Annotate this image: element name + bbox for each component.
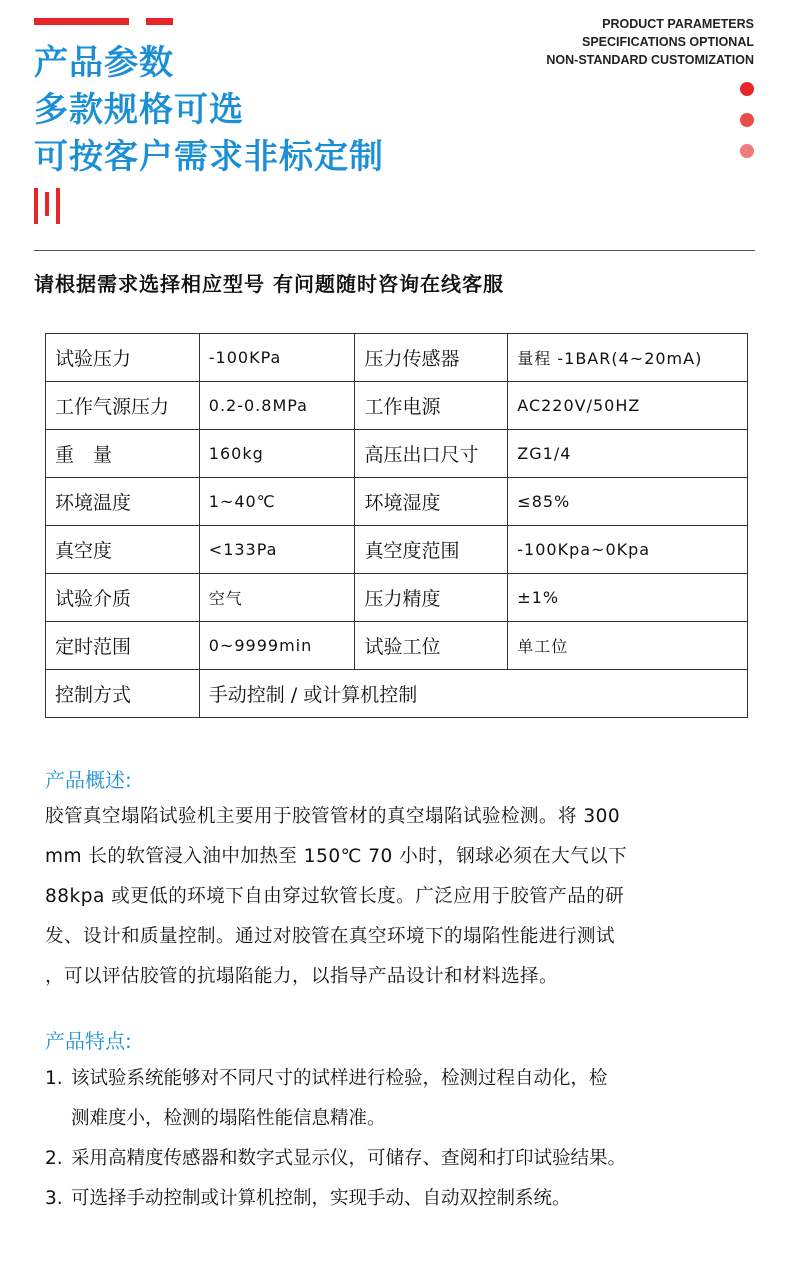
- feature-number: 2.: [45, 1148, 63, 1169]
- hero-title-line: 产品参数: [34, 43, 174, 83]
- spec-row: [46, 574, 748, 622]
- spec-value: <133Pa: [199, 526, 355, 574]
- spec-label: 试验工位: [355, 622, 508, 670]
- features-list: [45, 1059, 757, 1219]
- feature-item: [45, 1139, 757, 1179]
- spec-value: 0~9999min: [199, 622, 355, 670]
- english-caption-line: PRODUCT PARAMETERS: [602, 17, 754, 31]
- spec-value: 1~40℃: [199, 478, 355, 526]
- spec-row: [46, 670, 748, 718]
- spec-label: 压力传感器: [355, 334, 508, 382]
- feature-line: 测难度小，检测的塌陷性能信息精准。: [71, 1108, 386, 1129]
- decor-dot: [740, 82, 754, 96]
- spec-label: 重 量: [46, 430, 200, 478]
- overview-line: 发、设计和质量控制。通过对胶管在真空环境下的塌陷性能进行测试: [45, 926, 616, 947]
- feature-line: 采用高精度传感器和数字式显示仪，可储存、查阅和打印试验结果。: [71, 1148, 627, 1169]
- spec-label: 真空度: [46, 526, 200, 574]
- divider: [34, 250, 755, 251]
- overview-line: mm 长的软管浸入油中加热至 150℃ 70 小时，钢球必须在大气以下: [45, 846, 628, 867]
- subtitle: 请根据需求选择相应型号 有问题随时咨询在线客服: [34, 272, 504, 296]
- hero-title-line: 多款规格可选: [34, 90, 244, 130]
- english-caption-line: NON-STANDARD CUSTOMIZATION: [546, 53, 754, 67]
- accent-bar-short: [146, 18, 173, 25]
- overview-line: 88kpa 或更低的环境下自由穿过软管长度。广泛应用于胶管产品的研: [45, 886, 625, 907]
- english-caption: [546, 15, 754, 69]
- spec-value: 160kg: [199, 430, 355, 478]
- hero-title-line: 可按客户需求非标定制: [34, 137, 384, 177]
- spec-label: 工作气源压力: [46, 382, 200, 430]
- spec-value: ±1%: [508, 574, 748, 622]
- spec-value: 空气: [199, 574, 355, 622]
- spec-label: 工作电源: [355, 382, 508, 430]
- spec-row: [46, 478, 748, 526]
- spec-value: 手动控制 / 或计算机控制: [199, 670, 747, 718]
- spec-label: 环境温度: [46, 478, 200, 526]
- spec-label: 真空度范围: [355, 526, 508, 574]
- overview-line: 胶管真空塌陷试验机主要用于胶管管材的真空塌陷试验检测。将 300: [45, 806, 621, 827]
- decor-mark: [34, 188, 60, 224]
- feature-item: [45, 1059, 757, 1139]
- spec-label: 环境湿度: [355, 478, 508, 526]
- spec-value: ≤85%: [508, 478, 748, 526]
- spec-label: 定时范围: [46, 622, 200, 670]
- feature-item: [45, 1179, 757, 1219]
- overview-text: [45, 797, 757, 997]
- hero-title: [34, 40, 384, 181]
- spec-value: -100Kpa~0Kpa: [508, 526, 748, 574]
- decor-dot: [740, 144, 754, 158]
- spec-table: [45, 333, 748, 718]
- feature-line: 该试验系统能够对不同尺寸的试样进行检验，检测过程自动化，检: [71, 1068, 608, 1089]
- features-title: 产品特点:: [45, 1029, 132, 1053]
- spec-label: 试验压力: [46, 334, 200, 382]
- spec-value: 单工位: [508, 622, 748, 670]
- spec-label: 高压出口尺寸: [355, 430, 508, 478]
- spec-row: [46, 334, 748, 382]
- accent-bar-long: [34, 18, 129, 25]
- feature-line: 可选择手动控制或计算机控制，实现手动、自动双控制系统。: [71, 1188, 571, 1209]
- spec-value: 量程 -1BAR(4~20mA): [508, 334, 748, 382]
- spec-label: 压力精度: [355, 574, 508, 622]
- overview-title: 产品概述:: [45, 768, 132, 792]
- spec-label: 控制方式: [46, 670, 200, 718]
- feature-number: 3.: [45, 1188, 63, 1209]
- overview-line: ，可以评估胶管的抗塌陷能力，以指导产品设计和材料选择。: [45, 966, 559, 987]
- decor-dot: [740, 113, 754, 127]
- spec-value: AC220V/50HZ: [508, 382, 748, 430]
- spec-value: 0.2-0.8MPa: [199, 382, 355, 430]
- spec-value: -100KPa: [199, 334, 355, 382]
- spec-value: ZG1/4: [508, 430, 748, 478]
- feature-number: 1.: [45, 1068, 63, 1089]
- spec-row: [46, 622, 748, 670]
- spec-row: [46, 430, 748, 478]
- spec-row: [46, 526, 748, 574]
- english-caption-line: SPECIFICATIONS OPTIONAL: [582, 35, 754, 49]
- spec-label: 试验介质: [46, 574, 200, 622]
- spec-row: [46, 382, 748, 430]
